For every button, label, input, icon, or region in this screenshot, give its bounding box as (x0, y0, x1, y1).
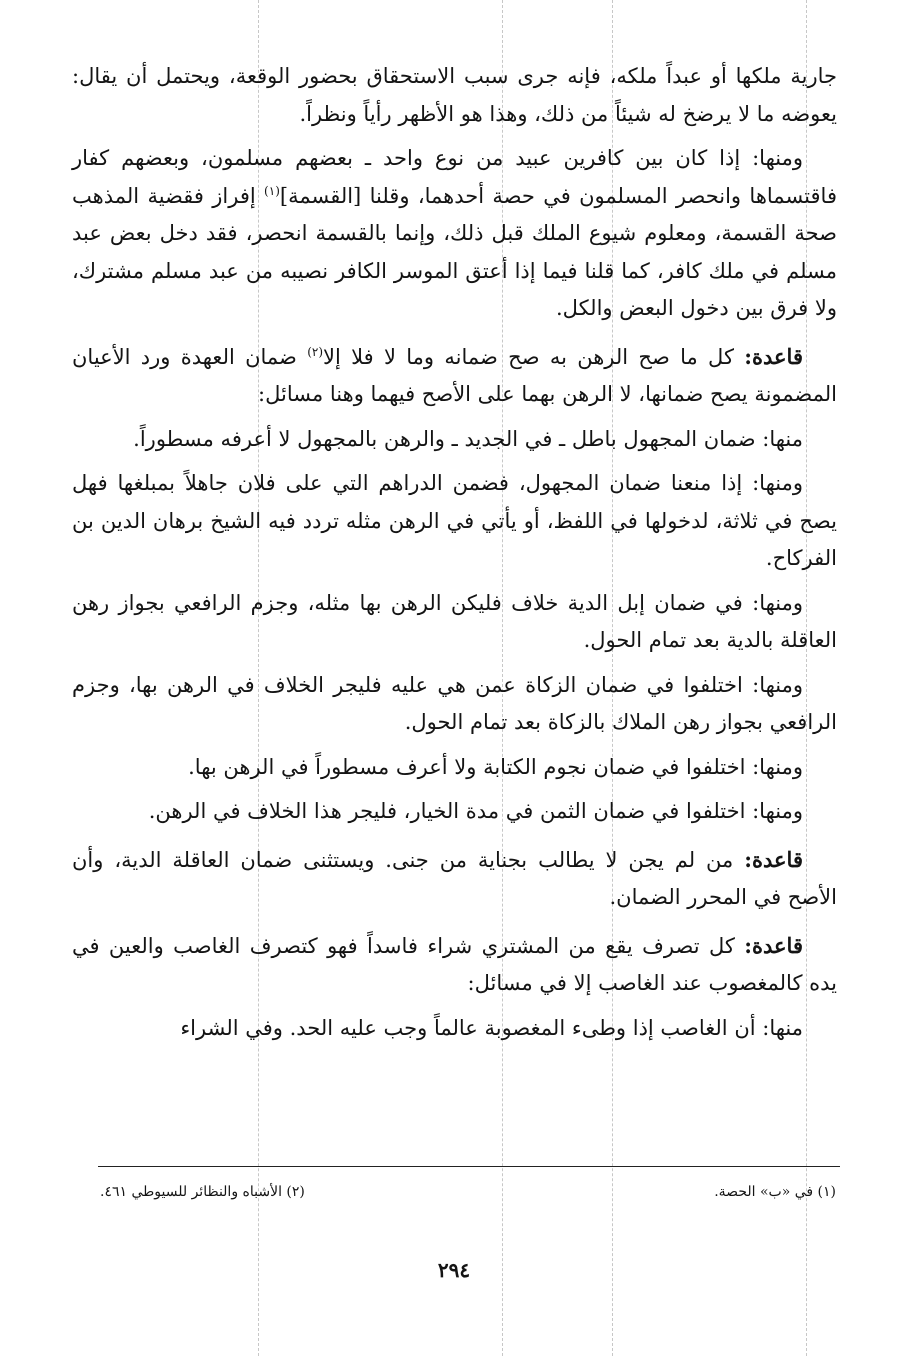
footnote-2: (٢) الأشباه والنظائر للسيوطي ٤٦١. (100, 1184, 305, 1200)
paragraph-text: ضمان العهدة ورد الأعيان المضمونة يصح ضمانها، لا الرهن بهما على الأصح فيهما وهنا مسائل: (72, 344, 837, 406)
paragraph (72, 667, 837, 742)
paragraph-text: ومنها: اختلفوا في ضمان الزكاة عمن هي عليه فليجر الخلاف في الرهن بها، وجزم الرافعي بجواز رهن الملاك بالزكاة بعد تمام الحول. (72, 672, 837, 734)
paragraph-text: ومنها: اختلفوا في ضمان الثمن في مدة الخيار، فليجر هذا الخلاف في الرهن. (148, 799, 803, 823)
paragraph-text: منها: ضمان المجهول باطل ـ في الجديد ـ والرهن بالمجهول لا أعرفه مسطوراً. (133, 426, 803, 451)
paragraph-text: كل ما صح الرهن به صح ضمانه وما لا فلا إلا (323, 344, 745, 369)
rule-heading: قاعدة: (744, 846, 803, 872)
footnote-marker[interactable]: (١) (264, 183, 280, 198)
footnote-1: (١) في «ب» الحصة. (714, 1184, 836, 1200)
paragraph (72, 140, 837, 328)
paragraph-text: منها: أن الغاصب إذا وطىء المغصوبة عالماً وجب عليه الحد. وفي الشراء (180, 1015, 803, 1040)
paragraph-text: كل تصرف يقع من المشتري شراء فاسداً فهو كتصرف الغاصب والعين في يده كالمغصوب عند الغاصب إلا في مسائل: (72, 933, 837, 995)
rule-paragraph (72, 338, 837, 414)
footnote-marker[interactable]: (٢) (307, 344, 324, 359)
page-number: ٢٩٤ (437, 1258, 471, 1282)
rule-heading: قاعدة: (744, 932, 803, 958)
rule-paragraph (72, 841, 837, 917)
paragraph-continuation (72, 58, 837, 133)
paragraph-text: ومنها: إذا منعنا ضمان المجهول، فضمن الدراهم التي على فلان جاهلاً بمبلغها فهل يصح في ثلاثة، لدخولها في اللفظ، أو يأتي في الرهن مثله تردد فيه الشيخ برهان الدين بن الفركاح. (72, 471, 837, 570)
main-text (72, 58, 837, 1054)
footnote-separator (98, 1166, 840, 1167)
paragraph (72, 749, 837, 787)
rule-heading: قاعدة: (744, 343, 803, 369)
paragraph (72, 421, 837, 459)
paragraph (72, 585, 837, 660)
paragraph-text: ومنها: في ضمان إبل الدية خلاف فليكن الرهن بها مثله، وجزم الرافعي بجواز رهن العاقلة بالدية بعد تمام الحول. (72, 590, 837, 652)
paragraph-text: من لم يجن لا يطالب بجناية من جنى. ويستثنى ضمان العاقلة الدية، وأن الأصح في المحرر الضمان. (72, 847, 837, 909)
rule-paragraph (72, 927, 837, 1003)
paragraph-text: ومنها: اختلفوا في ضمان نجوم الكتابة ولا أعرف مسطوراً في الرهن بها. (188, 754, 803, 779)
paragraph (72, 1010, 837, 1048)
paragraph-text: جارية ملكها أو عبداً ملكه، فإنه جرى سبب الاستحقاق بحضور الوقعة، ويحتمل أن يقال: يعوضه ما لا يرضخ له شيئاً من ذلك، وهذا هو الأظهر رأياً ونظراً. (72, 64, 837, 126)
paragraph (72, 793, 837, 831)
paragraph-text: ومنها: إذا كان بين كافرين عبيد من نوع واحد ـ بعضهم مسلمون، وبعضهم كفار فاقتسماها وانحصر المسلمون في حصة أحدهما، وقلنا [القسمة] (72, 146, 837, 208)
paragraph-text: إفراز فقضية المذهب صحة القسمة، ومعلوم شيوع الملك قبل ذلك، وإنما بالقسمة انحصر، فقد دخل بعض عبد مسلم في ملك كافر، كما قلنا فيما إذا أعتق الموسر الكافر نصيبه من عبد مسلم مشترك، ولا فرق بين دخول البعض والكل. (72, 183, 837, 320)
paragraph (72, 465, 837, 578)
footnotes (100, 1182, 836, 1202)
